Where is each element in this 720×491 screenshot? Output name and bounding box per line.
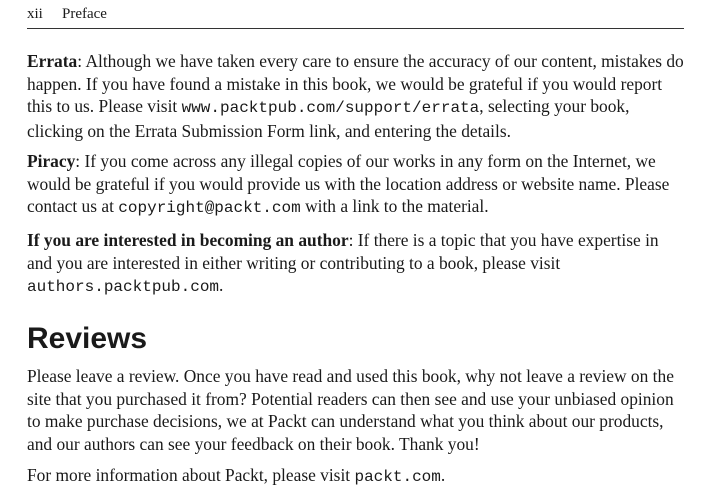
- piracy-text-2: with a link to the material.: [300, 196, 489, 216]
- piracy-email-link[interactable]: copyright@packt.com: [118, 199, 301, 217]
- errata-text-1: : Although we have taken every care to ensure the accuracy of our content, mistakes do happen. If you have found a mistake in this book, we would be grateful if you would report this to us. Please visit: [27, 51, 684, 116]
- reviews-paragraph: Please leave a review. Once you have read and used this book, why not leave a review on the site that you purchased it from? Potential readers can then see and use your unbiased opinion to make purchase decisions, we at Packt can understand what you think about our products, and our authors can see your feedback on their book. Thank you!: [27, 366, 674, 454]
- piracy-text-1: : If you come across any illegal copies of our works in any form on the Internet, we would be grateful if you would provide us with the location address or website name. Please contact us at: [27, 151, 670, 216]
- more-info-text: For more information about Packt, please visit: [27, 465, 355, 485]
- packt-link[interactable]: packt.com: [354, 468, 441, 486]
- author-label: If you are interested in becoming an author: [27, 230, 349, 250]
- errata-paragraph: [27, 50, 687, 142]
- page-number: xii: [27, 6, 43, 22]
- author-text-2: .: [219, 275, 224, 295]
- author-link[interactable]: authors.packtpub.com: [27, 278, 220, 296]
- author-text-1: : If there is a topic that you have expertise in and you are interested in either writing or contributing to a book, please visit: [27, 230, 659, 273]
- piracy-paragraph: [27, 150, 687, 220]
- reviews-heading: Reviews: [27, 322, 148, 355]
- piracy-label: Piracy: [27, 151, 76, 171]
- more-info-end: .: [440, 465, 446, 485]
- section-title: Preface: [62, 6, 107, 22]
- errata-link[interactable]: www.packtpub.com/support/errata: [181, 99, 480, 117]
- author-paragraph: [27, 229, 687, 299]
- errata-label: Errata: [27, 51, 78, 71]
- more-info-paragraph: [27, 464, 687, 489]
- running-header: [27, 6, 684, 29]
- errata-text-2: , selecting your book, clicking on the Errata Submission Form link, and entering the details.: [27, 96, 630, 141]
